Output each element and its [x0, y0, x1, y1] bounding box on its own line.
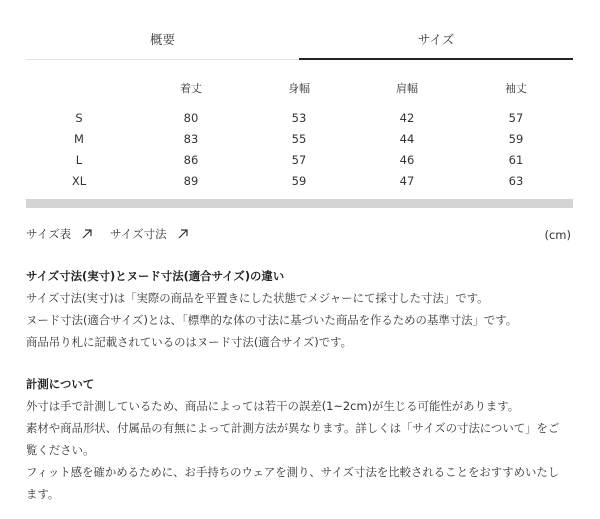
column-header: 袖丈: [505, 82, 527, 95]
table-row: [26, 107, 573, 129]
size-chart-link[interactable]: [26, 224, 93, 244]
table-cell: 47: [399, 174, 415, 188]
table-cell: 59: [291, 174, 307, 188]
table-cell: 57: [291, 153, 307, 167]
table-cell: 61: [508, 153, 524, 167]
table-cell: 59: [508, 132, 524, 146]
table-row: [26, 170, 573, 192]
section-title: サイズ寸法(実寸)とヌード寸法(適合サイズ)の違い: [26, 269, 285, 283]
size-label: XL: [71, 174, 87, 188]
column-header: 着丈: [180, 82, 202, 95]
active-tab-indicator: [299, 58, 573, 60]
size-difference-section: [26, 265, 581, 353]
table-cell: 89: [183, 174, 199, 188]
column-header: 肩幅: [396, 82, 418, 95]
unit-label: (cm): [544, 228, 571, 242]
measurement-section: [26, 373, 581, 505]
section-line: フィット感を確かめるために、お手持ちのウェアを測り、サイズ寸法を比較されることをおすすめいたし: [26, 465, 560, 479]
size-label: M: [74, 132, 84, 146]
size-label: S: [75, 111, 83, 125]
tab-bar: [26, 19, 573, 61]
size-dimension-link-label: サイズ寸法: [110, 227, 167, 241]
section-line: ます。: [26, 487, 60, 501]
table-cell: 46: [399, 153, 415, 167]
table-row: [26, 149, 573, 171]
section-title: 計測について: [26, 377, 95, 391]
horizontal-scrollbar[interactable]: [26, 199, 573, 208]
table-cell: 57: [508, 111, 524, 125]
section-line: 商品吊り札に記載されているのはヌード寸法(適合サイズ)です。: [26, 335, 353, 349]
size-dimension-link[interactable]: [110, 224, 189, 244]
external-arrow-icon: [81, 228, 93, 240]
table-cell: 83: [183, 132, 199, 146]
table-cell: 55: [291, 132, 307, 146]
section-line: 外寸は手で計測しているため、商品によっては若干の誤差(1~2cm)が生じる可能性があります。: [26, 399, 520, 413]
table-header-row: [26, 78, 573, 100]
table-row: [26, 128, 573, 150]
table-cell: 86: [183, 153, 199, 167]
table-cell: 53: [291, 111, 307, 125]
section-line: 覧ください。: [26, 443, 95, 457]
table-cell: 80: [183, 111, 199, 125]
size-label: L: [75, 153, 83, 167]
external-arrow-icon: [177, 228, 189, 240]
tab-size[interactable]: サイズ: [417, 32, 455, 47]
column-header: 身幅: [288, 82, 310, 95]
table-cell: 42: [399, 111, 415, 125]
size-chart-link-label: サイズ表: [26, 227, 72, 241]
section-line: ヌード寸法(適合サイズ)とは、「標準的な体の寸法に基づいた商品を作るための基準寸法」です。: [26, 313, 518, 327]
size-links: [26, 224, 573, 244]
table-cell: 44: [399, 132, 415, 146]
table-cell: 63: [508, 174, 524, 188]
section-line: 素材や商品形状、付属品の有無によって計測方法が異なります。詳しくは「サイズの寸法について」をご: [26, 421, 560, 435]
section-line: サイズ寸法(実寸)は「実際の商品を平置きにした状態でメジャーにて採寸した寸法」です。: [26, 291, 489, 305]
tab-overview[interactable]: 概要: [149, 32, 175, 47]
